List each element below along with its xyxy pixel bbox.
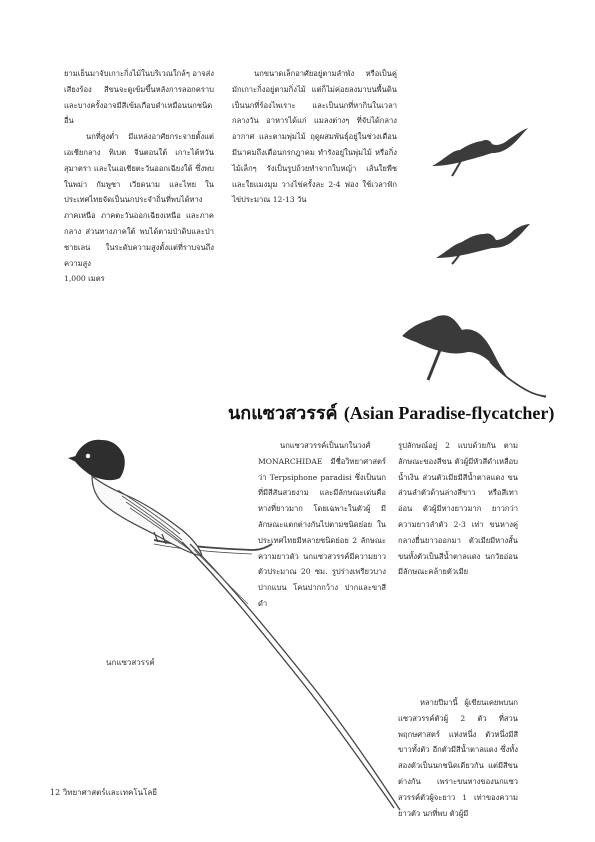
title-english: (Asian Paradise-flycatcher) — [343, 403, 555, 423]
title-thai: นกแซวสวรรค์ — [228, 403, 338, 424]
left-paragraph-2: นกที่สูงต่ำ มีแหล่งอาศัยกระจายตั้งแต่เอเชียกลาง ทิเบต จีนตอนใต้ เกาะไต้หวัน สุมาตรา และในเอเชียตะวันออกเฉียงใต้ ซึ่งพบในพม่า กัมพูชา เวียดนาม และไทย ในประเทศไทยจัดเป็นนกประจำถิ่นที่พบได้ทางภาคเหนือ ภาคตะวันออกเฉียงเหนือ และภาคกลาง ส่วนทางภาคใต้ พบได้ตามป่าดิบและป่าชายเลน ในระดับความสูงตั้งแต่ที่ราบจนถึงความสูง — [64, 132, 214, 268]
left-paragraph-3: 1,000 เมตร — [64, 274, 105, 284]
flying-bird-2 — [432, 222, 532, 266]
right-c-paragraph: หลายปีมานี้ ผู้เขียนเคยพบนกแซวสวรรค์ตัวผู้ 2 ตัว ที่สวนพฤกษศาสตร์ แห่งหนึ่ง ตัวหนึ่งมีสีขาวทั้งตัว อีกตัวมีสีน้ำตาลแดง ซึ่งทั้งสองตัวเป็นนกชนิดเดียวกัน แต่มีสีขนต่างกัน เพราะขนหางของนกแซวสวรรค์ตัวผู้จะยาว 1 เท่าของความยาวตัว นกที่พบ ตัวผู้มี — [398, 698, 518, 818]
flying-bird-3 — [400, 306, 550, 398]
right-b-paragraph: รูปลักษณ์อยู่ 2 แบบด้วยกัน ตามลักษณะของสีขน ตัวผู้มีหัวสีดำเหลือบน้ำเงิน ส่วนตัวเมียมีสีน้ำตาลแดง ขนส่วนลำตัวด้านล่างสีขาว หรือสีเทาอ่อน ตัวผู้มีหางยาวมาก ยาวกว่าความยาวลำตัว 2-3 เท่า ขนหางคู่กลางยื่นยาวออกมา ตัวเมียมีหางสั้น ขนทั้งตัวเป็นสีน้ำตาลแดง นกวัยอ่อนมีลักษณะคล้ายตัวเมีย — [398, 441, 518, 577]
page-footer: 12 วิทยาศาสตร์และเทคโนโลยี — [50, 788, 157, 797]
left-column — [64, 66, 214, 287]
left-paragraph-1: ยามเย็นมาจับเกาะกิ่งไม้ในบริเวณใกล้ๆ อาจส่งเสียงร้อง สีขนจะดูเข้มขึ้นหลังการลอกคราบ และบางครั้งอาจมีสีเข้มเกือบดำเหมือนนกชนิดอื่น — [64, 69, 214, 126]
mid-paragraph-1: นกขนาดเล็กอาศัยอยู่ตามลำพัง หรือเป็นคู่ มักเกาะกิ่งอยู่ตามกิ่งไม้ แต่ก็ไม่ค่อยลงมาบนพื้นดิน เป็นนกที่ร้องไพเราะ และเป็นนกที่หากินในเวลากลางวัน อาหารได้แก่ แมลงต่างๆ ที่จับได้กลางอากาศ และตามพุ่มไม้ ฤดูผสมพันธุ์อยู่ในช่วงเดือนมีนาคมถึงเดือนกรกฎาคม ทำรังอยู่ในพุ่มไม้ หรือกิ่งไม้เล็กๆ รังเป็นรูปถ้วยทำจากใบหญ้า เส้นใยพืช และใยแมงมุม วางไข่ครั้งละ 2-4 ฟอง ใช้เวลาฟักไข่ประมาณ 12-13 วัน — [232, 69, 397, 205]
middle-column — [232, 66, 397, 208]
flying-bird-1 — [430, 128, 530, 178]
right-a-paragraph: นกแซวสวรรค์เป็นนกในวงศ์ MONARCHIDAE มีชื่อวิทยาศาสตร์ว่า Terpsiphone paradisi ซึ่งเป็นนกที่มีสีสันสวยงาม และมีลักษณะเด่นคือหางที่ยาวมาก โดยเฉพาะในตัวผู้ มีลักษณะแตกต่างกันไปตามชนิดย่อย ในประเทศไทยมีหลายชนิดย่อย 2 ลักษณะความยาวตัว นกแซวสวรรค์มีความยาวตัวประมาณ 20 ซม. รูปร่างเพรียวบาง ปากแบน โคนปากกว้าง ปากและขาสีดำ — [258, 441, 386, 608]
article-title — [228, 398, 555, 427]
right-column-c — [398, 695, 518, 821]
right-column-a — [258, 438, 386, 612]
bird-head — [74, 440, 125, 480]
right-column-b — [398, 438, 518, 580]
figure-caption: นกแซวสวรรค์ — [106, 658, 155, 667]
